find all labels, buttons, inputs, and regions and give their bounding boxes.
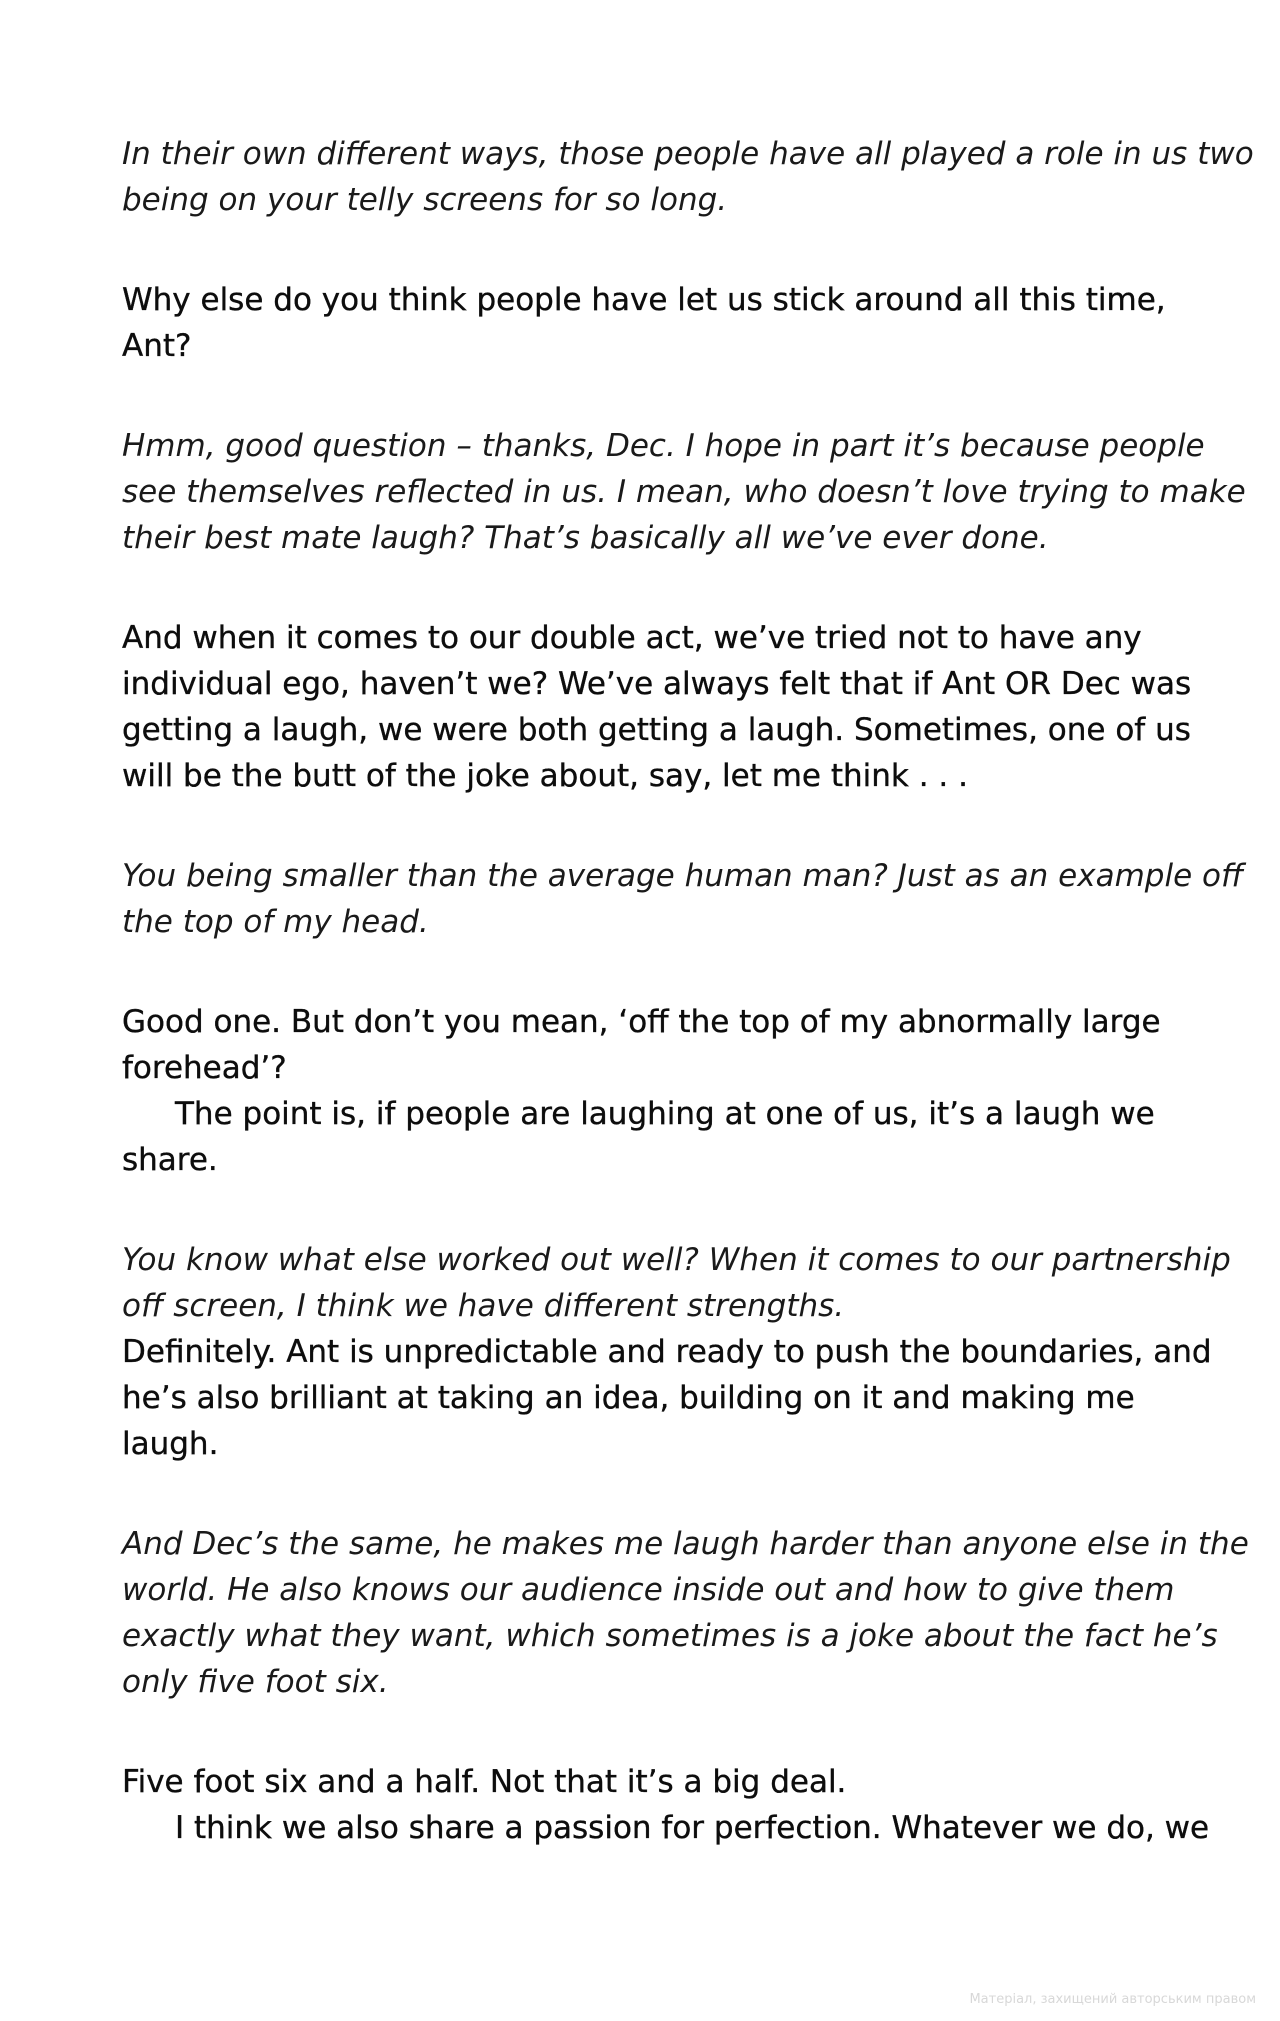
text-line: laugh. — [122, 1426, 219, 1462]
ant-paragraph-5 — [122, 1521, 1249, 1705]
ant-paragraph-1 — [122, 131, 1254, 223]
text-line: And when it comes to our double act, we’ve tried not to have any — [122, 620, 1142, 656]
text-line: And Dec’s the same, he makes me laugh harder than anyone else in the — [122, 1526, 1249, 1562]
dec-paragraph-5 — [122, 1759, 1210, 1851]
text-line: individual ego, haven’t we? We’ve always felt that if Ant OR Dec was — [122, 666, 1192, 702]
ant-paragraph-4 — [122, 1237, 1231, 1329]
text-line: Why else do you think people have let us stick around all this time, — [122, 282, 1166, 318]
text-line: he’s also brilliant at taking an idea, building on it and making me — [122, 1380, 1135, 1416]
text-line: I think we also share a passion for perfection. Whatever we do, we — [175, 1810, 1210, 1846]
text-line: their best mate laugh? That’s basically all we’ve ever done. — [122, 520, 1049, 556]
copyright-watermark: Матеріал, захищений авторським правом — [969, 1992, 1256, 2007]
text-line: exactly what they want, which sometimes is a joke about the fact he’s — [122, 1618, 1218, 1654]
text-line: see themselves reflected in us. I mean, who doesn’t love trying to make — [122, 474, 1246, 510]
text-line: Definitely. Ant is unpredictable and ready to push the boundaries, and — [122, 1334, 1212, 1370]
text-line: will be the butt of the joke about, say, let me think . . . — [122, 758, 968, 794]
text-line: share. — [122, 1142, 218, 1178]
ant-paragraph-3 — [122, 853, 1244, 945]
text-line: world. He also knows our audience inside out and how to give them — [122, 1572, 1175, 1608]
text-line: being on your telly screens for so long. — [122, 182, 728, 218]
text-line: the top of my head. — [122, 904, 429, 940]
text-line: getting a laugh, we were both getting a laugh. Sometimes, one of us — [122, 712, 1191, 748]
text-line: You know what else worked out well? When it comes to our partnership — [122, 1242, 1231, 1278]
text-line: only five foot six. — [122, 1664, 389, 1700]
text-line: You being smaller than the average human man? Just as an example off — [122, 858, 1244, 894]
text-line: The point is, if people are laughing at one of us, it’s a laugh we — [175, 1096, 1155, 1132]
dec-paragraph-2 — [122, 615, 1192, 799]
text-line: off screen, I think we have different strengths. — [122, 1288, 845, 1324]
dec-paragraph-3 — [122, 999, 1162, 1183]
ant-paragraph-2 — [122, 423, 1246, 561]
dec-paragraph-4 — [122, 1329, 1212, 1467]
text-line: forehead’? — [122, 1050, 287, 1086]
text-line: Five foot six and a half. Not that it’s a big deal. — [122, 1764, 847, 1800]
text-line: Ant? — [122, 328, 192, 364]
text-line: In their own different ways, those people have all played a role in us two — [122, 136, 1254, 172]
text-line: Good one. But don’t you mean, ‘off the top of my abnormally large — [122, 1004, 1161, 1040]
text-line: Hmm, good question – thanks, Dec. I hope in part it’s because people — [122, 428, 1205, 464]
dec-paragraph-1 — [122, 277, 1166, 369]
